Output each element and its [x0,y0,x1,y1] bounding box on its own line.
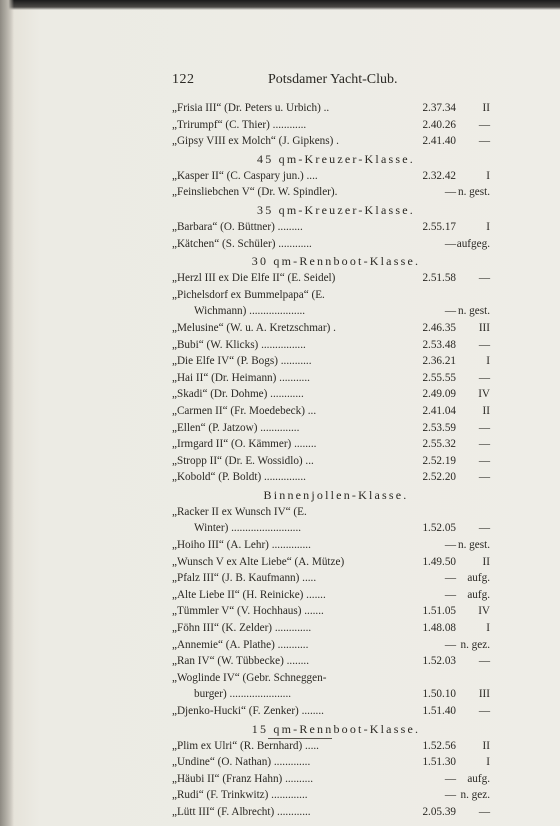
result-row [172,670,490,687]
yacht-owner: „Barbara“ (O. Büttner) ......... [172,220,303,233]
yacht-owner: „Föhn III“ (K. Zelder) ............. [172,622,312,635]
placing: I [486,622,490,635]
placing: n. gez. [460,789,490,802]
yacht-owner: „Häubi II“ (Franz Hahn) .......... [172,772,314,785]
end-rule [268,738,332,739]
result-row [172,537,490,554]
finish-time: 2.52.19 [422,454,456,467]
result-row [172,637,490,654]
result-row [172,184,490,201]
placing: III [478,688,490,701]
yacht-owner: „Kätchen“ (S. Schüler) ............ [172,237,312,250]
yacht-owner: „Wunsch V ex Alte Liebe“ (A. Mütze) [172,555,345,568]
finish-time: — [444,305,456,318]
placing: n. gest. [457,539,490,552]
page-header [172,72,472,92]
result-row [172,337,490,354]
class-heading: 15 qm-Rennboot-Klasse. [251,721,421,736]
finish-time: 2.41.40 [422,135,456,148]
yacht-owner: „Lütt III“ (F. Albrecht) ............ [172,805,311,818]
class-heading: 30 qm-Rennboot-Klasse. [251,254,421,269]
placing: — [478,705,490,717]
result-row [172,504,490,521]
yacht-owner: „Rudi“ (F. Trinkwitz) ............. [172,789,308,802]
finish-time: 1.51.05 [422,605,456,618]
class-heading: Binnenjollen-Klasse. [263,487,409,502]
placing: II [482,739,490,752]
placing: — [478,272,490,285]
yacht-owner: „Pfalz III“ (J. B. Kaufmann) ..... [172,572,317,585]
yacht-owner: „Melusine“ (W. u. A. Kretzschmar) . [172,321,336,334]
finish-time: 1.51.30 [422,756,456,769]
placing: — [478,655,490,668]
finish-time: 2.55.55 [422,371,456,384]
placing: — [478,454,490,467]
finish-time: 2.36.21 [422,355,456,368]
yacht-owner: „Feinsliebchen V“ (Dr. W. Spindler). [172,186,338,199]
result-row [172,703,490,720]
finish-time: 1.52.56 [422,739,456,752]
finish-time: — [444,789,456,802]
placing: — [478,805,490,818]
result-row [172,420,490,437]
result-row [172,787,490,804]
placing: — [478,522,490,535]
finish-time: — [444,638,456,651]
class-heading: 35 qm-Kreuzer-Klasse. [257,202,415,217]
finish-time: — [444,237,456,250]
yacht-owner: „Kasper II“ (C. Caspary jun.) .... [172,169,318,182]
yacht-owner: „Racker II ex Wunsch IV“ (E. [172,505,307,518]
yacht-owner: „Frisia III“ (Dr. Peters u. Urbich) .. [172,102,330,114]
yacht-owner: „Woglinde IV“ (Gebr. Schneggen- [172,671,327,684]
finish-time: 2.52.20 [422,471,456,484]
placing: I [486,169,490,182]
result-row [172,620,490,637]
finish-time: — [444,539,456,552]
finish-time: — [444,588,456,601]
result-row [172,469,490,486]
yacht-owner: „Hoiho III“ (A. Lehr) .............. [172,539,311,552]
yacht-owner: „Tümmler V“ (V. Hochhaus) ....... [172,605,324,618]
yacht-owner: „Gipsy VIII ex Molch“ (J. Gipkens) . [172,135,339,148]
result-row [172,100,490,117]
result-row [172,303,490,320]
yacht-owner: „Bubi“ (W. Klicks) ................ [172,338,306,351]
finish-time: 2.55.17 [422,220,456,233]
result-row [172,804,490,821]
result-row [172,771,490,788]
result-row [172,453,490,470]
placing: aufg. [467,772,490,785]
placing: n. gest. [457,186,490,199]
placing: aufg. [467,572,490,585]
yacht-owner: „Plim ex Ulri“ (R. Bernhard) ..... [172,739,319,752]
finish-time: 2.40.26 [422,118,456,131]
placing: — [478,471,490,484]
result-row [172,738,490,755]
yacht-owner: „Undine“ (O. Nathan) ............. [172,756,311,769]
yacht-owner: „Die Elfe IV“ (P. Bogs) ........... [172,355,312,368]
result-row [172,117,490,134]
finish-time: 2.37.34 [422,102,456,114]
finish-time: 2.46.35 [422,321,456,334]
yacht-owner: „Ran IV“ (W. Tübbecke) ........ [172,655,310,668]
result-row [172,236,490,253]
yacht-owner: „Herzl III ex Die Elfe II“ (E. Seidel) [172,272,336,285]
yacht-owner: „Annemie“ (A. Plathe) ........... [172,638,309,651]
result-row [172,403,490,420]
placing: IV [478,388,490,401]
finish-time: 1.52.05 [422,522,456,535]
result-row [172,353,490,370]
result-row [172,520,490,537]
placing: — [478,421,490,434]
placing: aufg. [467,588,490,601]
finish-time: 1.51.40 [422,705,456,717]
page-top-shadow [0,0,560,10]
yacht-owner: „Trirumpf“ (C. Thier) ............ [172,118,307,131]
result-row [172,554,490,571]
yacht-owner: Wichmann) .................... [194,305,306,318]
finish-time: — [444,572,456,585]
yacht-owner: „Irmgard II“ (O. Kämmer) ........ [172,438,317,451]
running-title: Potsdamer Yacht-Club. [268,72,398,87]
finish-time: 1.50.10 [422,688,456,701]
result-row [172,603,490,620]
placing: aufgeg. [456,237,490,250]
finish-time: 2.53.48 [422,338,456,351]
result-row [172,653,490,670]
placing: — [478,338,490,351]
result-row [172,570,490,587]
finish-time: 2.32.42 [422,169,456,182]
results-list [172,100,490,821]
yacht-owner: Winter) ......................... [194,522,302,535]
placing: — [478,438,490,451]
placing: n. gest. [457,305,490,318]
result-row [172,686,490,703]
yacht-owner: burger) ...................... [194,688,292,701]
placing: II [482,404,490,417]
result-row [172,436,490,453]
placing: II [482,102,490,114]
yacht-owner: „Hai II“ (Dr. Heimann) ........... [172,371,310,384]
result-row [172,168,490,185]
yacht-owner: „Carmen II“ (Fr. Moedebeck) ... [172,404,317,417]
finish-time: 2.49.09 [422,388,456,401]
result-row [172,270,490,287]
finish-time: 1.49.50 [422,555,456,568]
yacht-owner: „Stropp II“ (Dr. E. Wossidlo) ... [172,454,314,467]
yacht-owner: „Pichelsdorf ex Bummelpapa“ (E. [172,288,325,301]
finish-time: 2.53.59 [422,421,456,434]
result-row [172,386,490,403]
placing: I [486,355,490,368]
finish-time: 1.52.03 [422,655,456,668]
placing: I [486,756,490,769]
yacht-owner: „Skadi“ (Dr. Dohme) ............ [172,388,304,401]
placing: — [478,135,490,148]
finish-time: — [444,186,456,199]
placing: — [478,118,490,131]
finish-time: 2.51.58 [422,272,456,285]
result-row [172,320,490,337]
result-row [172,754,490,771]
yacht-owner: „Kobold“ (P. Boldt) ............... [172,471,306,484]
finish-time: 2.41.04 [422,404,456,417]
finish-time: — [444,772,456,785]
page-number: 122 [172,72,195,87]
placing: I [486,220,490,233]
placing: n. gez. [460,638,490,651]
placing: II [482,555,490,568]
class-heading: 45 qm-Kreuzer-Klasse. [257,151,415,166]
yacht-owner: „Ellen“ (P. Jatzow) .............. [172,421,300,434]
result-row [172,370,490,387]
placing: — [478,371,490,384]
yacht-owner: „Alte Liebe II“ (H. Reinicke) ....... [172,588,326,601]
book-spine-shadow [0,0,14,826]
result-row [172,133,490,150]
yacht-owner: „Djenko-Hucki“ (F. Zenker) ........ [172,705,324,717]
result-row [172,287,490,304]
placing: III [478,321,490,334]
finish-time: 1.48.08 [422,622,456,635]
finish-time: 2.05.39 [422,805,456,818]
finish-time: 2.55.32 [422,438,456,451]
result-row [172,219,490,236]
placing: IV [478,605,490,618]
result-row [172,587,490,604]
